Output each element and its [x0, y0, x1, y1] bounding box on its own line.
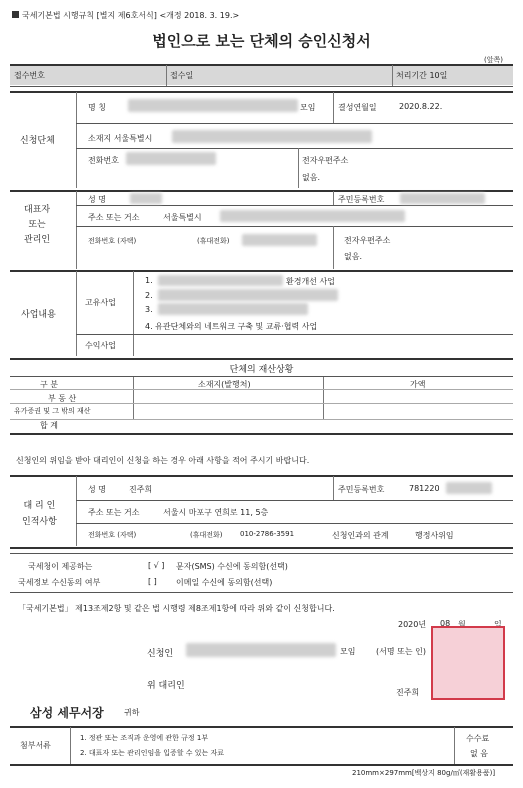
- agent-phone-label: 전화번호 (자택): [88, 531, 137, 539]
- paper-spec: 210mm×297mm[백상지 80g/㎡(재활용품)]: [352, 769, 496, 777]
- fee-label: 수수료: [466, 734, 490, 743]
- assets-col-value: 가액: [410, 380, 426, 389]
- red-seal-stamp: [431, 626, 505, 700]
- rep-email-label: 전자우편주소: [344, 236, 391, 245]
- sms-consent-text: 문자(SMS) 수신에 동의함(선택): [176, 562, 288, 571]
- assets-title: 단체의 재산상황: [229, 365, 294, 375]
- assets-row-securities: 유가증권 및 그 밖의 재산: [14, 407, 91, 415]
- section-applicant: 신청단체: [20, 136, 55, 146]
- agent-name-label: 성 명: [88, 485, 106, 494]
- addressee-honorific: 귀하: [124, 708, 140, 717]
- processing-period: 처리기간 10일: [396, 71, 448, 80]
- assets-row-real-estate: 부 동 산: [48, 394, 77, 403]
- agent-rrn-label: 주민등록번호: [338, 485, 385, 494]
- agent-sign-label: 위 대리인: [147, 681, 185, 691]
- applicant-sign-label: 신청인: [147, 649, 174, 659]
- attachment-item-1: 1. 정관 또는 조직과 운영에 관한 규정 1부: [80, 734, 209, 742]
- business-item-3-no: 3.: [145, 305, 153, 314]
- attachment-item-2: 2. 대표자 또는 관리인임을 입증할 수 있는 자료: [80, 749, 224, 757]
- email-consent-checkbox[interactable]: [ ]: [148, 577, 157, 586]
- founding-date-value: 2020.8.22.: [399, 102, 443, 111]
- agent-relation-value: 행정사위임: [415, 531, 454, 540]
- receipt-no-label: 접수번호: [14, 71, 45, 80]
- rep-address-value: 서울특별시: [163, 213, 202, 222]
- rep-mobile-label: (휴대전화): [197, 237, 230, 245]
- agent-mobile-label: (휴대전화): [190, 531, 223, 539]
- core-business-label: 고유사업: [85, 298, 116, 307]
- section-business: 사업내용: [21, 310, 56, 320]
- consent-label-line1: 국세청이 제공하는: [28, 562, 93, 571]
- business-item-1-no: 1.: [145, 276, 153, 285]
- revision-date: <개정 2018. 3. 19.>: [159, 11, 240, 20]
- attachments-label: 첨부서류: [20, 741, 51, 750]
- section-agent: 대 리 인 인적사항: [22, 501, 57, 527]
- addressee: 삼성 세무서장: [30, 706, 104, 720]
- redacted-rep-rrn: [400, 193, 485, 204]
- org-email-label: 전자우편주소: [302, 156, 349, 165]
- consent-label-line2: 국세정보 수신동의 여부: [18, 578, 101, 587]
- section-representative: 대표자 또는 관리인: [24, 205, 51, 245]
- assets-col-category: 구 분: [40, 380, 58, 389]
- redacted-business-2: [158, 289, 338, 301]
- square-bullet-icon: [12, 11, 19, 18]
- org-email-value: 없음.: [302, 173, 320, 182]
- redacted-agent-rrn: [446, 482, 492, 494]
- email-consent-text: 이메일 수신에 동의함(선택): [176, 578, 273, 587]
- declaration-month: 08: [440, 619, 451, 628]
- agent-instruction: 신청인의 위임을 받아 대리인이 신청을 하는 경우 아래 사항을 적어 주시기 바랍니다.: [16, 456, 310, 465]
- declaration-year: 2020년: [398, 620, 427, 629]
- founding-date-label: 결성연월일: [338, 103, 377, 112]
- agent-relation-label: 신청인과의 관계: [332, 531, 389, 540]
- declaration-day-unit: 일: [494, 620, 502, 629]
- redacted-applicant-name: [186, 643, 336, 657]
- agent-sign-name: 진주희: [396, 688, 420, 697]
- rep-phone-label: 전화번호 (자택): [88, 237, 137, 245]
- form-reference: [12, 10, 239, 21]
- rep-rrn-label: 주민등록번호: [338, 195, 385, 204]
- applicant-sign-mark: (서명 또는 인): [376, 647, 426, 656]
- agent-address-label: 주소 또는 거소: [88, 508, 140, 517]
- rep-email-value: 없음.: [344, 252, 362, 261]
- receipt-date-label: 접수일: [170, 71, 194, 80]
- business-item-1-text: 환경개선 사업: [286, 277, 335, 286]
- sms-consent-checkbox[interactable]: [ √ ]: [148, 561, 165, 570]
- redacted-business-1: [158, 275, 283, 286]
- law-reference: 국세기본법 시행규칙 [별지 제6호서식]: [22, 11, 157, 20]
- business-item-4: 4. 유관단체와의 네트워크 구축 및 교류·협력 사업: [145, 322, 318, 331]
- redacted-org-phone: [126, 152, 216, 165]
- agent-mobile-value: 010-2786-3591: [240, 530, 295, 538]
- redacted-rep-name: [130, 193, 162, 204]
- org-phone-label: 전화번호: [88, 156, 119, 165]
- redacted-rep-mobile: [242, 234, 317, 246]
- form-title: 법인으로 보는 단체의 승인신청서: [152, 32, 371, 50]
- applicant-sign-suffix: 모임: [340, 647, 356, 656]
- rep-name-label: 성 명: [88, 195, 106, 204]
- declaration-month-unit: 월: [458, 620, 466, 629]
- org-name-suffix: 모임: [300, 103, 316, 112]
- assets-row-total: 합 계: [40, 421, 58, 430]
- org-name-label: 명 칭: [88, 103, 106, 112]
- agent-address-value: 서울시 마포구 연희로 11, 5층: [163, 508, 269, 517]
- rep-address-label: 주소 또는 거소: [88, 213, 140, 222]
- assets-col-location: 소재지(발행처): [198, 380, 251, 389]
- fee-value: 없 음: [470, 749, 488, 758]
- redacted-org-name: [128, 99, 298, 112]
- agent-rrn-value: 781220: [409, 484, 440, 493]
- profit-business-label: 수익사업: [85, 341, 116, 350]
- org-address-label: 소재지 서울특별시: [88, 134, 153, 143]
- redacted-org-address: [172, 130, 372, 143]
- business-item-2-no: 2.: [145, 291, 153, 300]
- agent-name-value: 진주희: [129, 485, 153, 494]
- redacted-rep-address: [220, 210, 405, 222]
- page-side: (앞쪽): [484, 56, 503, 64]
- declaration-text: 「국세기본법」 제13조제2항 및 같은 법 시행령 제8조제1항에 따라 위와 같이 신청합니다.: [18, 604, 335, 613]
- redacted-business-3: [158, 303, 308, 315]
